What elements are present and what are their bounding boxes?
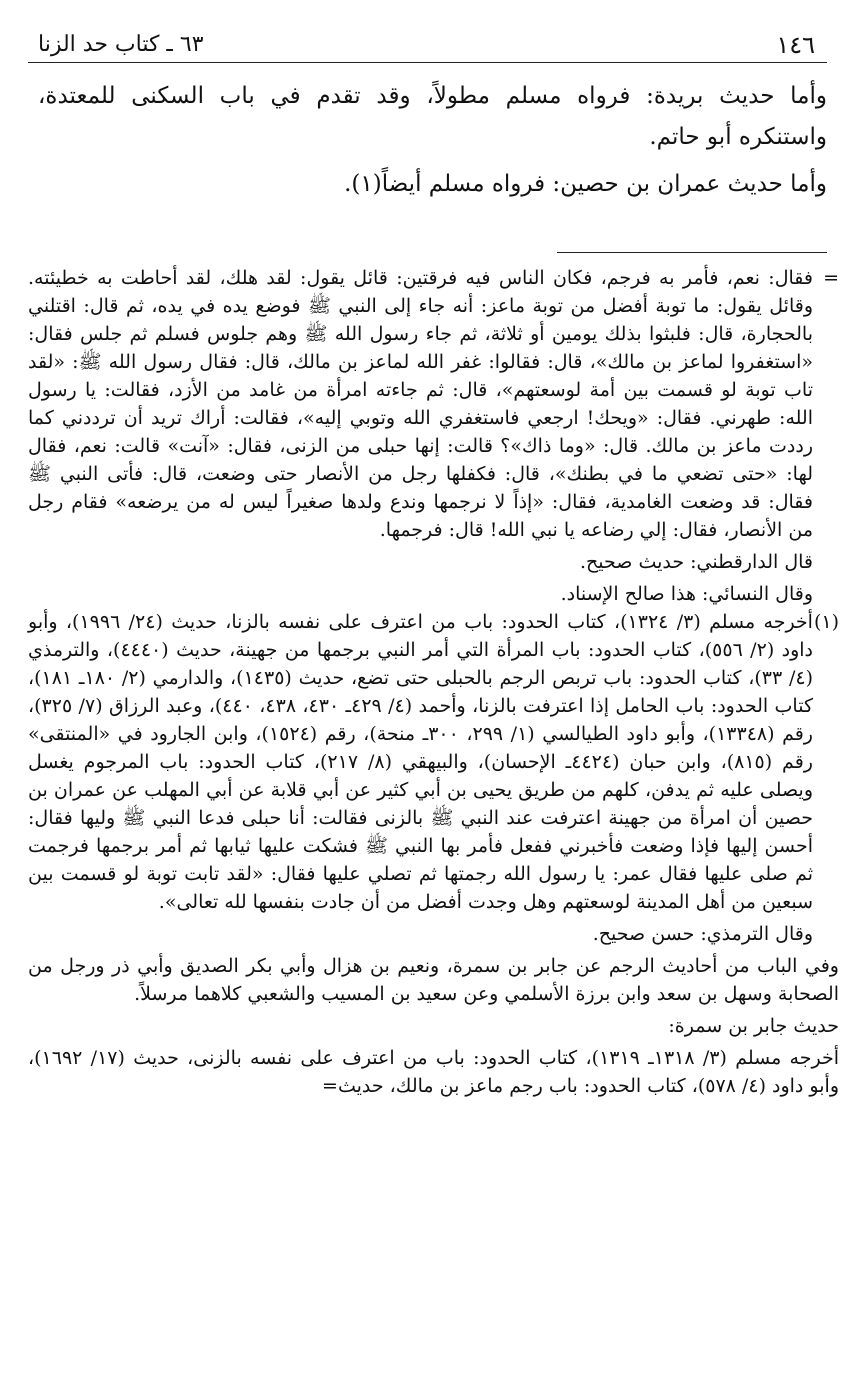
footnote-continuation xyxy=(28,264,839,544)
footnote-1-marker: (١) xyxy=(813,611,839,633)
footnote-continuation-text: فقال: نعم، فأمر به فرجم، فكان الناس فيه فرقتين: قائل يقول: لقد هلك، لقد أحاطت به خطيئته. وقائل يقول: ما توبة أفضل من توبة ماعز: أنه جاء إلى النبي ﷺ فوضع يده في يده، ثم قال: اقتلني بالحجارة، قال: فلبثوا بذلك يومين أو ثلاثة، ثم جاء رسول الله ﷺ وهم جلوس فسلم ثم جلس فقال: «استغفروا لماعز بن مالك»، قال: فقالوا: غفر الله لماعز بن مالك، قال: فقال رسول الله ﷺ: «لقد تاب توبة لو قسمت بين أمة لوسعتهم»، قال: ثم جاءته امرأة من غامد من الأزد، فقالت: يا رسول الله: طهرني. فقال: «ويحك! ارجعي فاستغفري الله وتوبي إليه»، فقالت: أراك تريد أن ترددني كما رددت ماعز بن مالك. قال: «وما ذاك»؟ قالت: إنها حبلى من الزنى، فقال: «آنت» قالت: نعم، فقال لها: «حتى تضعي ما في بطنك»، قال: فكفلها رجل من الأنصار حتى وضعت، قال: فأتى النبي ﷺ فقال: قد وضعت الغامدية، فقال: «إذاً لا نرجمها وندع ولدها صغيراً ليس له من يرضعه» فقام رجل من الأنصار، فقال: إلي رضاعه يا نبي الله! قال: فرجمها. xyxy=(28,267,813,541)
footnote-separator xyxy=(557,252,827,253)
page-header xyxy=(28,30,827,63)
jabir-text: أخرجه مسلم (٣/ ١٣١٨ـ ١٣١٩)، كتاب الحدود: باب من اعترف على نفسه بالزنى، حديث (١٧/ ١٦٩٢)، وأبو داود (٤/ ٥٧٨)، كتاب الحدود: باب رجم ماعز بن مالك، حديث= xyxy=(28,1047,839,1097)
running-title: ٦٣ ـ كتاب حد الزنا xyxy=(38,32,204,57)
page-number: ١٤٦ xyxy=(776,31,815,59)
nasai-note: وقال النسائي: هذا صالح الإسناد. xyxy=(560,583,813,605)
footnotes xyxy=(28,264,839,1100)
daraqutni-note: قال الدارقطني: حديث صحيح. xyxy=(579,551,813,573)
main-text xyxy=(38,76,827,211)
main-paragraph-buraydah: وأما حديث بريدة: فرواه مسلم مطولاً، وقد تقدم في باب السكنى للمعتدة، واستنكره أبو حاتم. xyxy=(38,83,827,150)
jabir-heading: حديث جابر بن سمرة: xyxy=(668,1015,839,1037)
continuation-marker: = xyxy=(823,267,839,289)
tirmidhi-note: وقال الترمذي: حسن صحيح. xyxy=(592,923,813,945)
main-paragraph-imran: وأما حديث عمران بن حصين: فرواه مسلم أيضاً(١). xyxy=(344,171,827,197)
footnote-1 xyxy=(28,608,839,916)
footnote-1-text: أخرجه مسلم (٣/ ١٣٢٤)، كتاب الحدود: باب من اعترف على نفسه بالزنا، حديث (٢٤/ ١٩٩٦)، وأبو داود (٢/ ٥٥٦)، كتاب الحدود: باب المرأة التي أمر النبي برجمها من جهينة، حديث (٤٤٤٠)، والترمذي (٤/ ٣٣)، كتاب الحدود: باب تربص الرجم بالحبلى حتى تضع، حديث (١٤٣٥)، والدارمي (٢/ ١٨٠ـ ١٨١)، كتاب الحدود: باب الحامل إذا اعترفت بالزنا، وأحمد (٤/ ٤٢٩ـ ٤٣٠، ٤٣٨، ٤٤٠)، وعبد الرزاق (٧/ ٣٢٥)، رقم (١٣٣٤٨)، وأبو داود الطيالسي (١/ ٢٩٩، ٣٠٠ـ منحة)، رقم (١٥٢٤)، وابن الجارود في «المنتقى» رقم (٨١٥)، وابن حبان (٤٤٢٤ـ الإحسان)، والبيهقي (٨/ ٢١٧)، كتاب الحدود: باب المرجوم يغسل ويصلى عليه ثم يدفن، كلهم من طريق يحيى بن أبي كثير عن أبي قلابة عن أبي المهلب عن عمران بن حصين أن امرأة من جهينة اعترفت عند النبي ﷺ بالزنى فقالت: أنا حبلى فدعا النبي ﷺ وليها فقال: أحسن إليها فإذا وضعت فأخبرني ففعل فأمر بها النبي ﷺ فشكت عليها ثيابها ثم أمر برجمها فرجمت ثم صلى عليها فقال عمر: يا رسول الله رجمتها ثم تصلي عليها فقال: «لقد تابت توبة لو قسمت بين سبعين من أهل المدينة لوسعتهم وهل وجدت أفضل من أن جادت بنفسها لله تعالى». xyxy=(28,611,814,913)
bab-note: وفي الباب من أحاديث الرجم عن جابر بن سمرة، ونعيم بن هزال وأبي بكر الصديق وأبي ذر ورجل من الصحابة وسهل بن سعد وابن برزة الأسلمي وعن سعيد بن المسيب والشعبي كلاهما مرسلاً. xyxy=(28,955,839,1005)
